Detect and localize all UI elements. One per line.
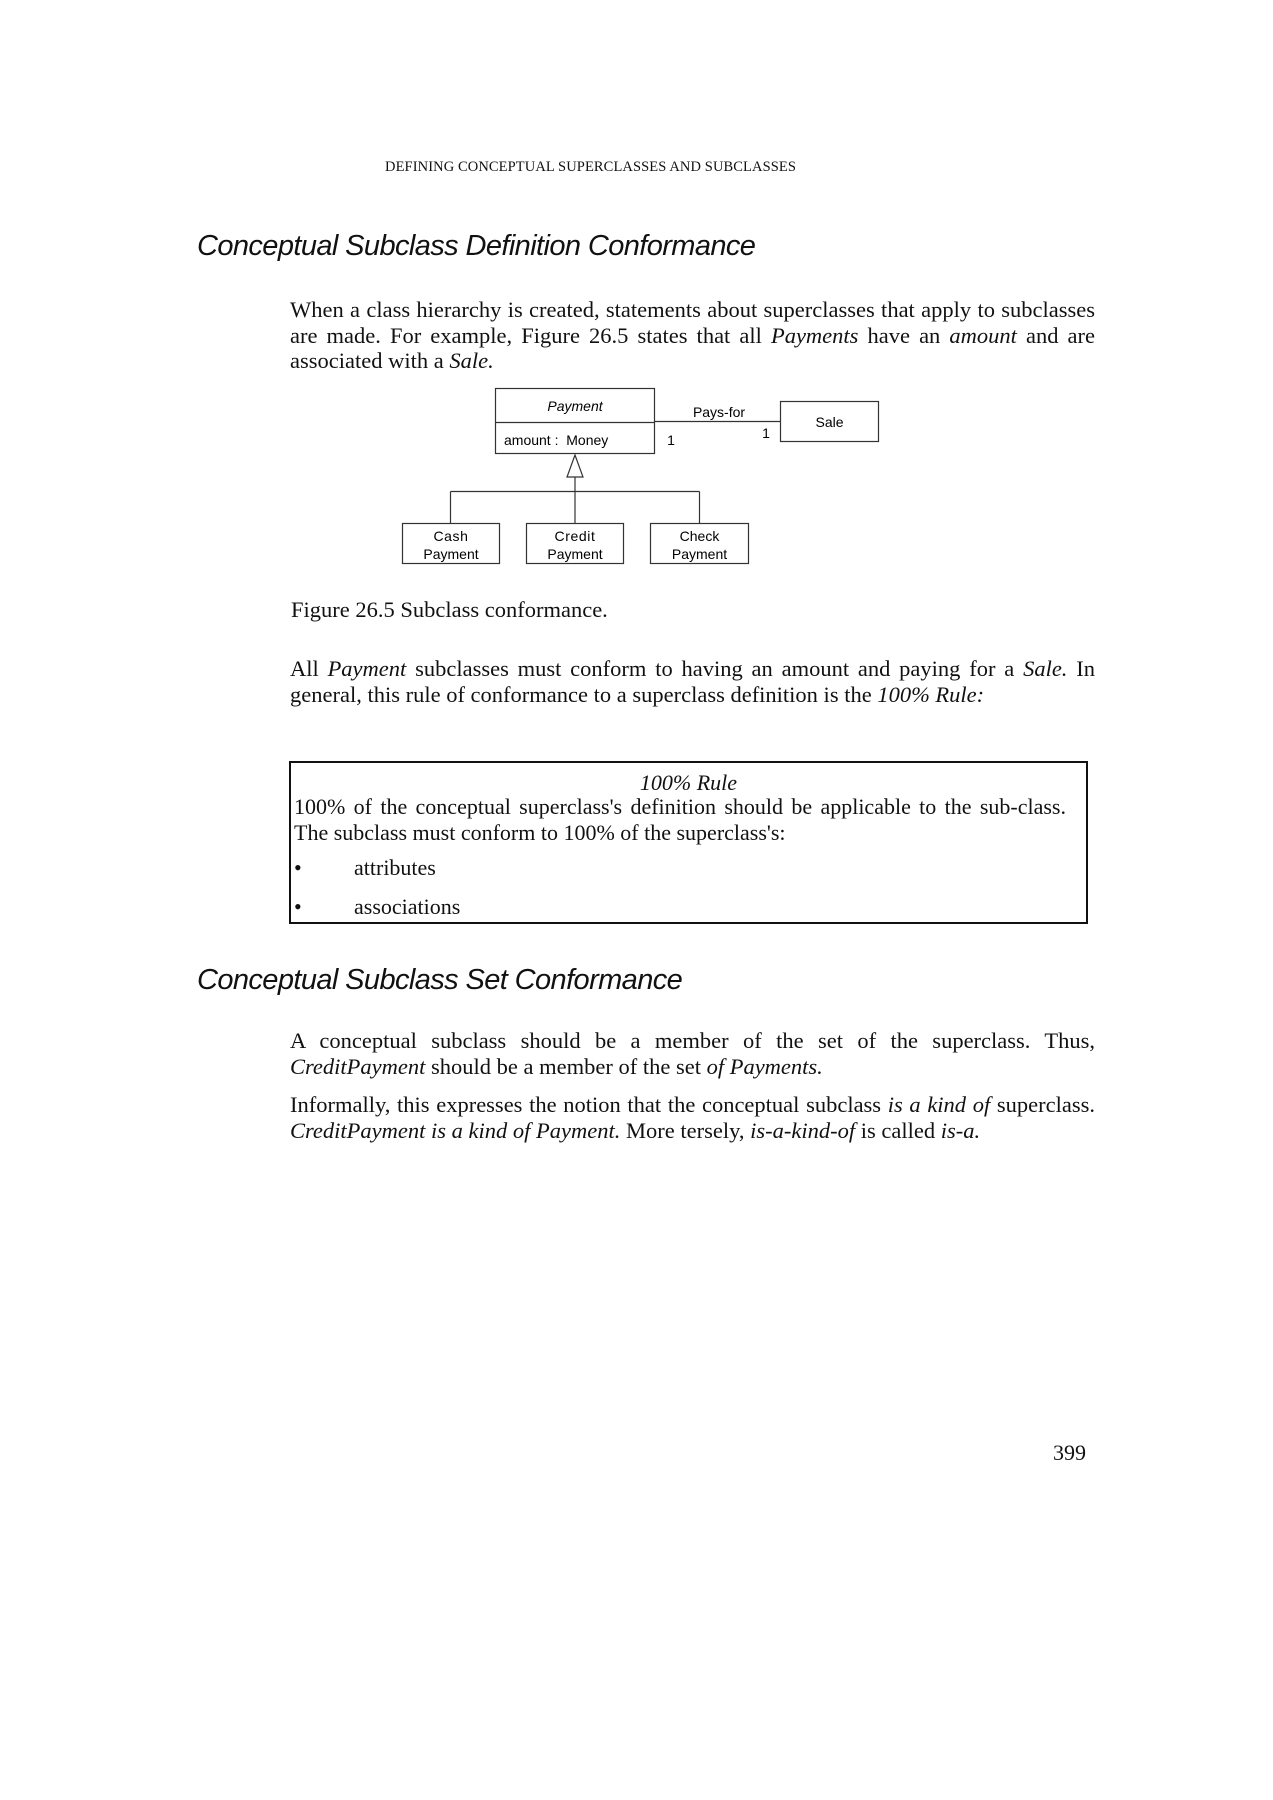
bullet-icon: • <box>294 894 302 919</box>
emphasis-text: CreditPayment is a kind of Payment. <box>290 1117 621 1143</box>
multiplicity-right: 1 <box>762 425 770 441</box>
text-run: More tersely, <box>620 1117 751 1143</box>
emphasis-text: 100% Rule: <box>877 681 985 707</box>
conformance-paragraph <box>290 656 1095 707</box>
text-run: and are associated with a <box>290 322 1095 374</box>
hollow-triangle-icon <box>567 455 583 477</box>
emphasis-text: Sale. <box>1023 656 1068 681</box>
emphasis-text: is-a. <box>940 1117 981 1143</box>
running-head: DEFINING CONCEPTUAL SUPERCLASSES AND SUBCLASSES <box>385 159 797 175</box>
text-run: should be a member of the set <box>425 1053 707 1079</box>
text-run: A conceptual subclass should be a member of the set of the superclass. Thus, <box>290 1028 1095 1053</box>
figure-caption: Figure 26.5 Subclass conformance. <box>291 597 608 622</box>
emphasis-text: of Payments. <box>706 1053 823 1079</box>
section-heading-definition-conformance: Conceptual Subclass Definition Conformance <box>197 230 756 262</box>
text-run: In general, this rule of conformance to a superclass definition is the <box>290 656 1095 707</box>
emphasis-text: CreditPayment <box>290 1053 426 1079</box>
subclass-box-cash <box>403 524 500 564</box>
subclass-name-line2: Payment <box>423 546 479 562</box>
subclass-name-line1: Cash <box>433 528 469 544</box>
payment-class-box <box>496 389 655 454</box>
bullet-icon: • <box>294 855 302 880</box>
association-label: Pays-for <box>692 404 746 420</box>
emphasis-text: amount <box>949 322 1017 348</box>
rule-box <box>289 761 1088 924</box>
text-run: Informally, this expresses the notion that the conceptual subclass <box>290 1092 888 1117</box>
set-conformance-paragraph <box>290 1028 1095 1079</box>
subclass-box-credit <box>527 524 624 564</box>
is-a-paragraph <box>290 1092 1095 1143</box>
text-run: subclasses must conform to having an amount and paying for a <box>406 656 1024 681</box>
rule-bullet <box>294 894 460 920</box>
uml-class-diagram <box>0 0 1273 600</box>
text-run: have an <box>858 322 950 348</box>
text-run: All <box>290 656 328 681</box>
text-run: When a class hierarchy is created, statements about superclasses that apply to subclasses are made. For example, Figure 26.5 states that all <box>290 297 1095 348</box>
payment-class-name: Payment <box>547 398 603 414</box>
subclass-name-line1: Credit <box>554 528 596 544</box>
payment-attribute: amount : Money <box>504 432 609 448</box>
multiplicity-left: 1 <box>667 432 675 448</box>
pays-for-association <box>655 404 781 448</box>
rule-bullet-text: associations <box>354 894 461 919</box>
page-number: 399 <box>1053 1440 1086 1465</box>
subclass-name-line2: Payment <box>547 546 603 562</box>
subclass-name-line2: Payment <box>671 546 728 562</box>
sale-class-box <box>781 402 879 442</box>
emphasis-text: Payments <box>770 322 859 348</box>
emphasis-text: is a kind of <box>887 1092 991 1117</box>
subclass-name-line1: Check <box>679 528 720 544</box>
rule-title: 100% Rule <box>639 770 738 795</box>
subclass-box-check <box>651 524 749 564</box>
rule-text: 100% of the conceptual superclass's definition should be applicable to the sub-class. The subclass must conform to 100% of the superclass's: <box>294 794 1066 845</box>
rule-bullet <box>294 855 436 881</box>
generalization-arrow <box>451 455 700 524</box>
emphasis-text: Payment <box>327 656 407 681</box>
section-heading-set-conformance: Conceptual Subclass Set Conformance <box>197 964 683 996</box>
text-run: superclass. <box>990 1092 1095 1117</box>
sale-class-name: Sale <box>815 414 844 430</box>
emphasis-text: is-a-kind-of <box>750 1117 856 1143</box>
emphasis-text: Sale. <box>449 348 494 374</box>
rule-bullet-text: attributes <box>354 855 436 880</box>
text-run: is called <box>855 1117 941 1143</box>
